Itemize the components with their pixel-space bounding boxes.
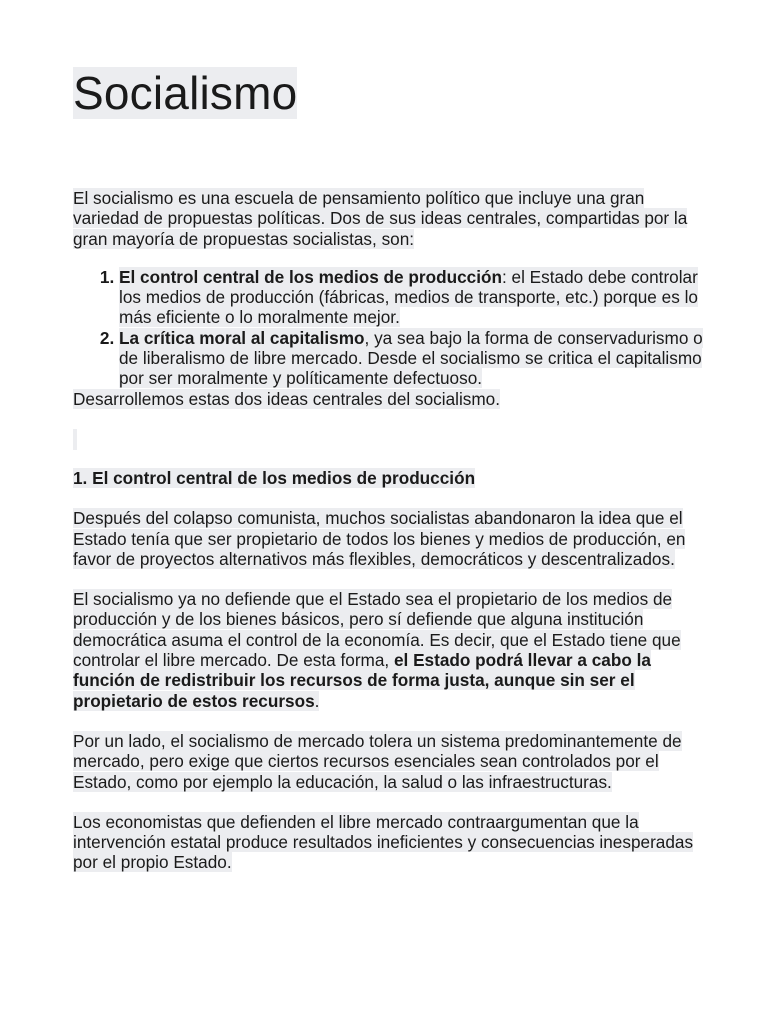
paragraph-text: [73, 589, 681, 710]
document-page: [73, 66, 703, 873]
section-heading-text: 1. El control central de los medios de producción: [73, 467, 476, 488]
empty-highlight-line: [73, 429, 703, 450]
list-item-bold: El control central de los medios de producción: [119, 266, 502, 287]
list-item-rest: , ya sea bajo la forma de conservadurismo o de liberalismo de libre mercado. Desde el socialismo se critica el capitalismo por ser moralmente y políticamente defectuoso.: [119, 327, 703, 389]
paragraph-text: Los economistas que defienden el libre mercado contraargumentan que la intervención estatal produce resultados ineficientes y consecuencias inesperadas por el propio Estado.: [73, 811, 694, 873]
list-item: [119, 267, 703, 328]
paragraph-text: Después del colapso comunista, muchos socialistas abandonaron la idea que el Estado tenía que ser propietario de todos los bienes y medios de producción, en favor de proyectos alternativos más flexibles, democráticos y descentralizados.: [73, 508, 686, 569]
after-list-text: Desarrollemos estas dos ideas centrales del socialismo.: [73, 388, 501, 409]
section-heading: [73, 468, 703, 488]
paragraph-bold: el Estado podrá llevar a cabo la función de redistribuir los recursos de forma justa, aunque sin ser el propietario de estos recursos: [73, 650, 651, 711]
after-list-paragraph: [73, 389, 703, 409]
section-paragraph-1: [73, 508, 703, 569]
central-ideas-list: [73, 267, 703, 389]
list-item-text: [119, 267, 698, 328]
list-item-text: [119, 328, 703, 389]
paragraph-end: .: [314, 690, 320, 711]
intro-text: El socialismo es una escuela de pensamiento político que incluye una gran variedad de propuestas políticas. Dos de sus ideas centrales, compartidas por la gran mayoría de propuestas socialistas, son:: [73, 188, 688, 249]
list-item-rest: : el Estado debe controlar los medios de producción (fábricas, medios de transporte, etc.) porque es lo más eficiente o lo moralmente mejor.: [119, 266, 698, 328]
paragraph-start: El socialismo ya no defiende que el Estado sea el propietario de los medios de producción y de los bienes básicos, pero sí defiende que alguna institución democrática asuma el control de la economía. Es decir, que el Estado tiene que controlar el libre mercado. De esta forma,: [73, 589, 681, 671]
section-paragraph-3: [73, 731, 703, 792]
title-text: Socialismo: [73, 67, 298, 119]
section-paragraph-2: [73, 589, 703, 711]
paragraph-text: Por un lado, el socialismo de mercado tolera un sistema predominantemente de mercado, pero exige que ciertos recursos esenciales sean controlados por el Estado, como por ejemplo la educación, la salud o las infraestructuras.: [73, 730, 682, 792]
section-paragraph-4: [73, 812, 703, 873]
list-item-bold: La crítica moral al capitalismo: [119, 327, 365, 348]
cursor-mark: [73, 429, 77, 450]
document-title: [73, 66, 703, 120]
intro-paragraph: [73, 188, 703, 249]
list-item: [119, 328, 703, 389]
